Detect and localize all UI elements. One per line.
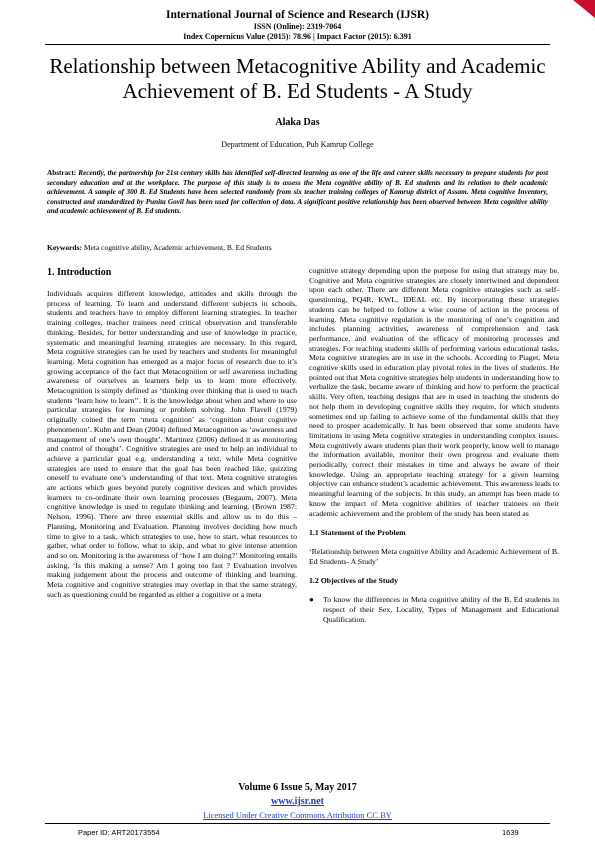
abstract-label: Abstract: xyxy=(47,169,77,177)
author-name: Alaka Das xyxy=(275,117,320,128)
paper-title: Relationship between Metacognitive Ability and Academic Achievement of B. Ed Students - A Study xyxy=(49,54,546,103)
section-heading-introduction: 1. Introduction xyxy=(47,267,112,278)
journal-index: Index Copernicus Value (2015): 78.96 | Impact Factor (2015): 6.391 xyxy=(183,32,412,41)
footer-license-link[interactable]: Licensed Under Creative Commons Attribution CC BY xyxy=(203,810,392,820)
footer-volume: Volume 6 Issue 5, May 2017 xyxy=(238,782,357,793)
abstract xyxy=(47,169,548,217)
statement-text: ‘Relationship between Meta cognitive Ability and Academic Achievement of B. Ed Students- A Study’ xyxy=(309,546,559,566)
keywords xyxy=(47,243,272,252)
keywords-text: Meta cognitive ability, Academic achievement, B. Ed Students xyxy=(83,243,272,252)
footer-divider xyxy=(45,823,550,824)
paper-id: Paper ID: ART20173554 xyxy=(78,828,160,837)
footer-url-link[interactable]: www.ijsr.net xyxy=(271,796,324,807)
author-affiliation: Department of Education, Pub Kamrup College xyxy=(221,140,374,149)
intro-paragraph-left: Individuals acquires different knowledge, attitudes and skills through the process of learning. To learn and understand different subjects in schools, students and teachers have to employ different learning strategies. In teacher training colleges, teacher trainees need critical observation and transferable thinking. Besides, for better understanding and use of knowledge in practice, systematic and meaningful learning strategies are necessary. In this regard, Meta cognitive strategies can be used by teachers and students for meaningful learning. Meta cognition has emerged as a major focus of research due to it’s growing acceptance of the fact that Metacognition or self awareness including awareness of ourselves as learners help us to learn more effectively. Metacognition is simply defined as ‘thinking over thinking that is used to teach students ‘learn how to learn’’. It is the knowledge about when and where to use particular strategies for learning or problem solving. John Flavell (1979) originally coined the term ‘meta cognition’ as ‘cognition about cognitive phenomenon’. Kuhn and Dean (2004) defined Metacognition as ‘awareness and management of one’s own thought’. Martinez (2006) defined it as monitoring and control of thought’. Cognitive strategies are used to help an individual to achieve a particular goal e.g. understanding a text, while Meta cognitive strategies are used to ensure that the goal has been reached like, quizzing oneself to evaluate one’s understanding of that text. Meta cognitive strategies are actions which goes beyond purely cognitive devices and which provides learners to co-ordinate their own learning processes (Begaum, 2007). Meta cognitive knowledge is used to regulate thinking and learning. (Brown 1987: Nelson, 1996). There are three essential skills and allow us to do this –Planning, Monitoring and Evaluation. Planning involves deciding how much time to give to a task, which strategies to use, how to start, what resources to gather, what order to follow, what to skip, and what to give intense attention and so on. Monitoring is the awareness of ‘how I am doing?’ Monitoring entails asking, ‘Is this making a sense? Am I going too fast ? Evaluation involves making judgement about the process and outcome of thinking and learning. Meta cognitive and cognitive strategies may overlap in that the same strategy, such as questioning could be regarded as either a cognitive or a meta xyxy=(47,289,297,599)
subsection-heading-objectives: 1.2 Objectives of the Study xyxy=(309,576,399,586)
journal-name: International Journal of Science and Research (IJSR) xyxy=(165,9,429,21)
journal-issn: ISSN (Online): 2319-7064 xyxy=(253,22,342,31)
left-column xyxy=(47,289,297,600)
intro-paragraph-right: cognitive strategy depending upon the purpose for using that strategy may be. Cognitive and Meta cognitive strategies are closely intertwined and dependent upon each other. There are different Meta cognitive strategies such as self-questioning, PQ4R, KWL, IDEAL etc. By incorporating these strategies students can be helped to follow a wise course of action in the process of learning. Meta cognitive regulation is the monitoring of one’s cognition and includes planning activities, awareness of comprehension and task performance, and evaluation of the efficacy of monitoring processes and strategies. For teaching students skills of performing various educational tasks, Meta cognitive strategies are in use in the schools. According to Piaget, Meta cognitive skills used in education play pivotal roles in the lives of students. He pointed out that Meta cognitive strategies help students in understanding how to verbalize the task, became aware of thinking and how to perform the practical skills. Very often, teaching designs that are in used in teaching the students do not help them in developing cognitive skills they require, for which students sometimes end up failing to achieve some of the fundamental skills that they need to prosper academically. It has been observed that some students have limitations in using Meta cognitive strategies in understanding complex issues. Meta cognitively aware students plan their work properly, know well to manage the information available, monitor their own progress and evaluate them periodically, correct their mistakes in time and always be aware of their knowledge. Using an appropriate teaching strategy for a given learning objective can enhance student’s academic achievement. This awareness leads to meaningful learning of the subjects. In this study, an attempt has been made to know the impact of Meta cognitive abilities of teacher trainees on their academic achievement and the problem of the study has been stated as xyxy=(309,266,559,518)
objective-list-item xyxy=(309,595,559,624)
right-column xyxy=(309,266,559,624)
header-divider xyxy=(45,44,550,45)
corner-ribbon-icon xyxy=(573,0,595,18)
subsection-heading-statement: 1.1 Statement of the Problem xyxy=(309,528,406,538)
abstract-text: Recently, the partnership for 21st century skills has identified self-directed learning as one of the life and career skills necessary to prepare students for post secondary education and at the workplace. The purpose of this study is to assess the Meta cognitive ability of B. Ed students and its relation to their academic achievement. A sample of 300 B. Ed Students have been selected randomly from six teacher training colleges of Kamrup district of Assam. Meta cognitive Inventory, constructed and standardized by Punita Govil has been used for collection of data. A significant positive relationship has been observed between Meta cognitive ability and academic achievement of B. Ed students. xyxy=(47,169,548,215)
page-number: 1639 xyxy=(502,828,519,837)
bullet-icon: ● xyxy=(309,595,314,605)
objective-text: To know the differences in Meta cognitive ability of the B. Ed students in respect of their Sex, Locality, Types of Management and Educational Qualification. xyxy=(323,595,559,624)
keywords-label: Keywords: xyxy=(47,243,82,252)
